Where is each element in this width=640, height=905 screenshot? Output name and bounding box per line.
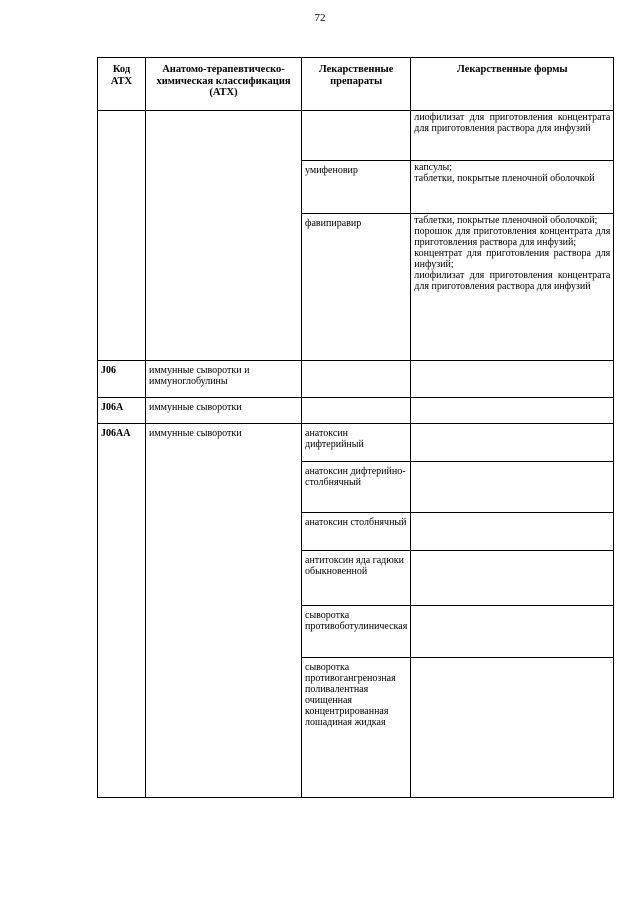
- header-classification: Анатомо-терапевтическо-химическая классификация (АТХ): [146, 58, 302, 111]
- drug-cell: фавипиравир: [302, 214, 411, 361]
- drug-cell: [302, 361, 411, 398]
- table-header-row: [98, 58, 614, 111]
- drug-cell: [302, 398, 411, 424]
- classification-cell: иммунные сыворотки: [146, 398, 302, 424]
- drug-text: антитоксин яда гадюки обыкновенной: [305, 555, 404, 577]
- forms-cell: [411, 111, 614, 161]
- page-number: 72: [314, 12, 326, 24]
- forms-cell: [411, 462, 614, 513]
- table-row: [98, 361, 614, 398]
- forms-cell: [411, 606, 614, 658]
- code-cell: J06AA: [98, 424, 146, 798]
- forms-cell: [411, 424, 614, 462]
- forms-cell: [411, 161, 614, 214]
- forms-cell: [411, 551, 614, 606]
- header-code: Код АТХ: [98, 58, 146, 111]
- forms-text: капсулы; таблетки, покрытые пленочной оболочкой: [414, 162, 595, 184]
- forms-cell: [411, 513, 614, 551]
- table-row: [98, 398, 614, 424]
- code-cell: J06A: [98, 398, 146, 424]
- drug-cell: [302, 551, 411, 606]
- header-drugs: Лекарственные препараты: [302, 58, 411, 111]
- drug-cell: сыворотка противоботулиническая: [302, 606, 411, 658]
- code-cell: [98, 111, 146, 361]
- forms-cell: [411, 398, 614, 424]
- forms-text: таблетки, покрытые пленочной оболочкой; порошок для приготовления концентрата для приготовления раствора для инфузий; концентрат для приготовления раствора для инфузий; лиофилизат для приготовления концентрата для приготовления раствора для инфузий: [414, 215, 611, 292]
- atc-table: [97, 57, 614, 798]
- drug-cell: умифеновир: [302, 161, 411, 214]
- drug-cell: анатоксин дифтерийно-столбнячный: [302, 462, 411, 513]
- forms-text: лиофилизат для приготовления концентрата для приготовления раствора для инфузий: [414, 112, 611, 134]
- classification-cell: [146, 361, 302, 398]
- drug-cell: анатоксин столбнячный: [302, 513, 411, 551]
- header-forms: Лекарственные формы: [411, 58, 614, 111]
- classification-cell: иммунные сыворотки: [146, 424, 302, 798]
- drug-cell: сыворотка противогангренозная поливалентная очищенная концентрированная лошадиная жидкая: [302, 658, 411, 798]
- drug-cell: анатоксин дифтерийный: [302, 424, 411, 462]
- table-row: [98, 111, 614, 161]
- classification-cell: [146, 111, 302, 361]
- drug-cell: [302, 111, 411, 161]
- forms-cell: [411, 658, 614, 798]
- forms-cell: [411, 361, 614, 398]
- code-cell: J06: [98, 361, 146, 398]
- classification-text: иммунные сыворотки и иммуноглобулины: [149, 365, 250, 387]
- forms-cell: [411, 214, 614, 361]
- table-row: [98, 424, 614, 462]
